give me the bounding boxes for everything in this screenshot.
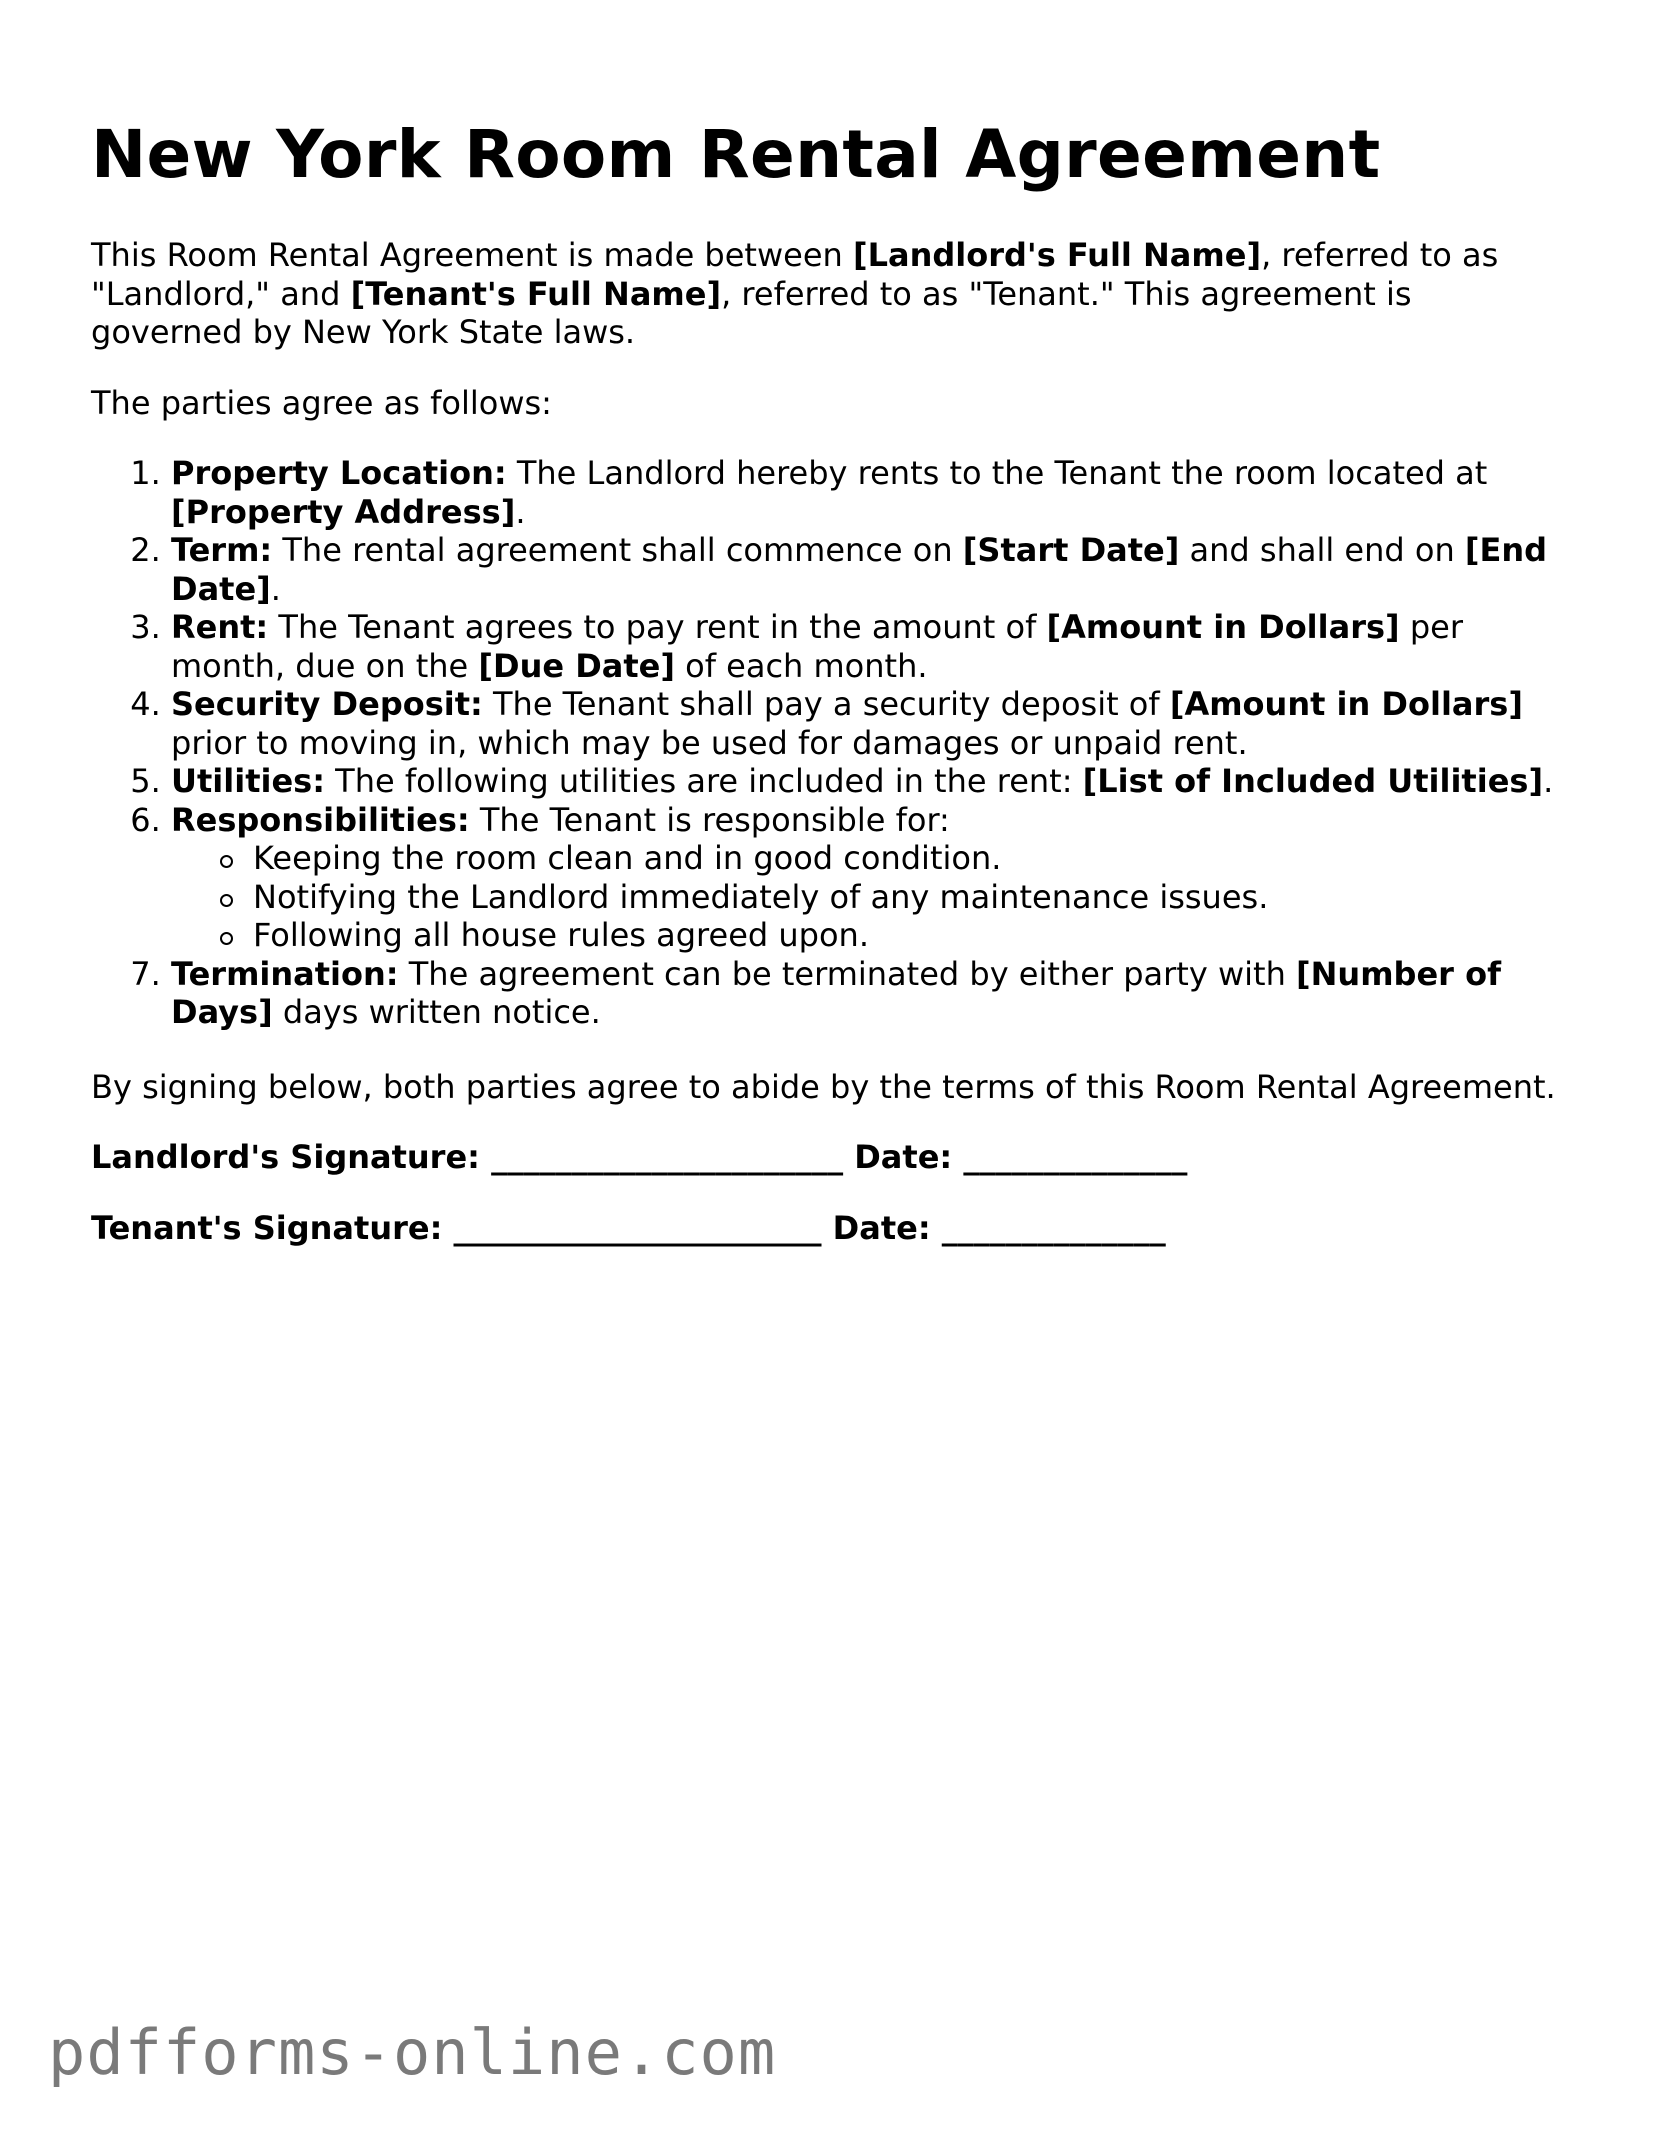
utilities-list-placeholder: [List of Included Utilities] — [1082, 762, 1544, 800]
list-item: Following all house rules agreed upon. — [253, 916, 1571, 955]
term-utilities — [171, 762, 1571, 801]
closing-paragraph: By signing below, both parties agree to abide by the terms of this Room Rental Agreement. — [91, 1067, 1556, 1106]
term-rent — [171, 608, 1571, 685]
term-text: The Tenant shall pay a security deposit of — [482, 685, 1170, 723]
responsibilities-list — [171, 839, 1571, 955]
term-text: and shall end on — [1179, 531, 1465, 569]
intro-paragraph — [91, 236, 1571, 352]
term-text: The Tenant is responsible for: — [469, 800, 950, 839]
term-label: Rent: — [171, 608, 269, 646]
watermark: pdfforms-online.com — [48, 2016, 777, 2089]
term-duration — [171, 531, 1571, 608]
tenant-signature-line: _______________________ — [453, 1208, 822, 1247]
term-text: days written notice. — [272, 993, 601, 1031]
term-termination — [171, 955, 1571, 1032]
rent-amount-placeholder: [Amount in Dollars] — [1046, 608, 1400, 646]
term-property-location — [171, 454, 1571, 531]
term-text: . — [270, 569, 281, 608]
term-label: Utilities: — [171, 762, 325, 800]
landlord-signature-row — [91, 1138, 1571, 1177]
term-text: The Landlord hereby rents to the Tenant the room located at — [506, 454, 1488, 492]
notice-days-placeholder: [Number of Days] — [171, 954, 1501, 1031]
landlord-name-placeholder: [Landlord's Full Name] — [852, 236, 1262, 274]
tenant-signature-label: Tenant's Signature: — [91, 1208, 454, 1247]
term-text: prior to moving in, which may be used for damages or unpaid rent. — [171, 723, 1248, 762]
parties-paragraph: The parties agree as follows: — [91, 383, 552, 422]
term-text: The rental agreement shall commence on — [272, 531, 963, 569]
document-title: New York Room Rental Agreement — [91, 116, 1381, 193]
term-label: Responsibilities: — [171, 800, 470, 839]
due-date-placeholder: [Due Date] — [478, 646, 675, 685]
deposit-amount-placeholder: [Amount in Dollars] — [1169, 685, 1523, 723]
landlord-date-line: ______________ — [963, 1138, 1188, 1176]
term-security-deposit — [171, 685, 1571, 762]
term-text: The following utilities are included in the rent: — [325, 762, 1083, 800]
term-text: The agreement can be terminated by either party with — [398, 954, 1297, 993]
document-page — [91, 110, 1571, 1247]
landlord-date-label: Date: — [843, 1138, 964, 1176]
term-text: The Tenant agrees to pay rent in the amount of — [268, 608, 1047, 646]
term-label: Term: — [171, 531, 273, 569]
intro-text-2: , referred to as "Landlord," and — [91, 236, 1499, 313]
intro-text-3: , referred to as "Tenant." This agreement is governed by New York State laws. — [91, 274, 1412, 351]
tenant-date-label: Date: — [821, 1208, 942, 1247]
property-address-placeholder: [Property Address] — [171, 492, 516, 531]
term-label: Termination: — [171, 954, 399, 993]
term-text: . — [515, 492, 526, 531]
term-text: . — [1543, 762, 1554, 800]
landlord-signature-label: Landlord's Signature: — [91, 1138, 492, 1176]
term-label: Security Deposit: — [171, 685, 483, 723]
term-label: Property Location: — [171, 454, 507, 492]
end-date-placeholder: [End Date] — [171, 531, 1548, 608]
tenant-date-line: ______________ — [941, 1208, 1166, 1247]
terms-list — [91, 454, 1571, 1032]
term-responsibilities — [171, 801, 1571, 955]
tenant-signature-row — [91, 1209, 1571, 1248]
list-item: Keeping the room clean and in good condition. — [253, 839, 1571, 878]
list-item: Notifying the Landlord immediately of any maintenance issues. — [253, 878, 1571, 917]
tenant-name-placeholder: [Tenant's Full Name] — [350, 274, 722, 313]
landlord-signature-line: ______________________ — [491, 1138, 844, 1176]
term-text: per month, due on the — [171, 608, 1463, 685]
term-text: of each month. — [674, 646, 928, 685]
start-date-placeholder: [Start Date] — [962, 531, 1180, 569]
intro-text-1: This Room Rental Agreement is made between — [91, 236, 853, 274]
